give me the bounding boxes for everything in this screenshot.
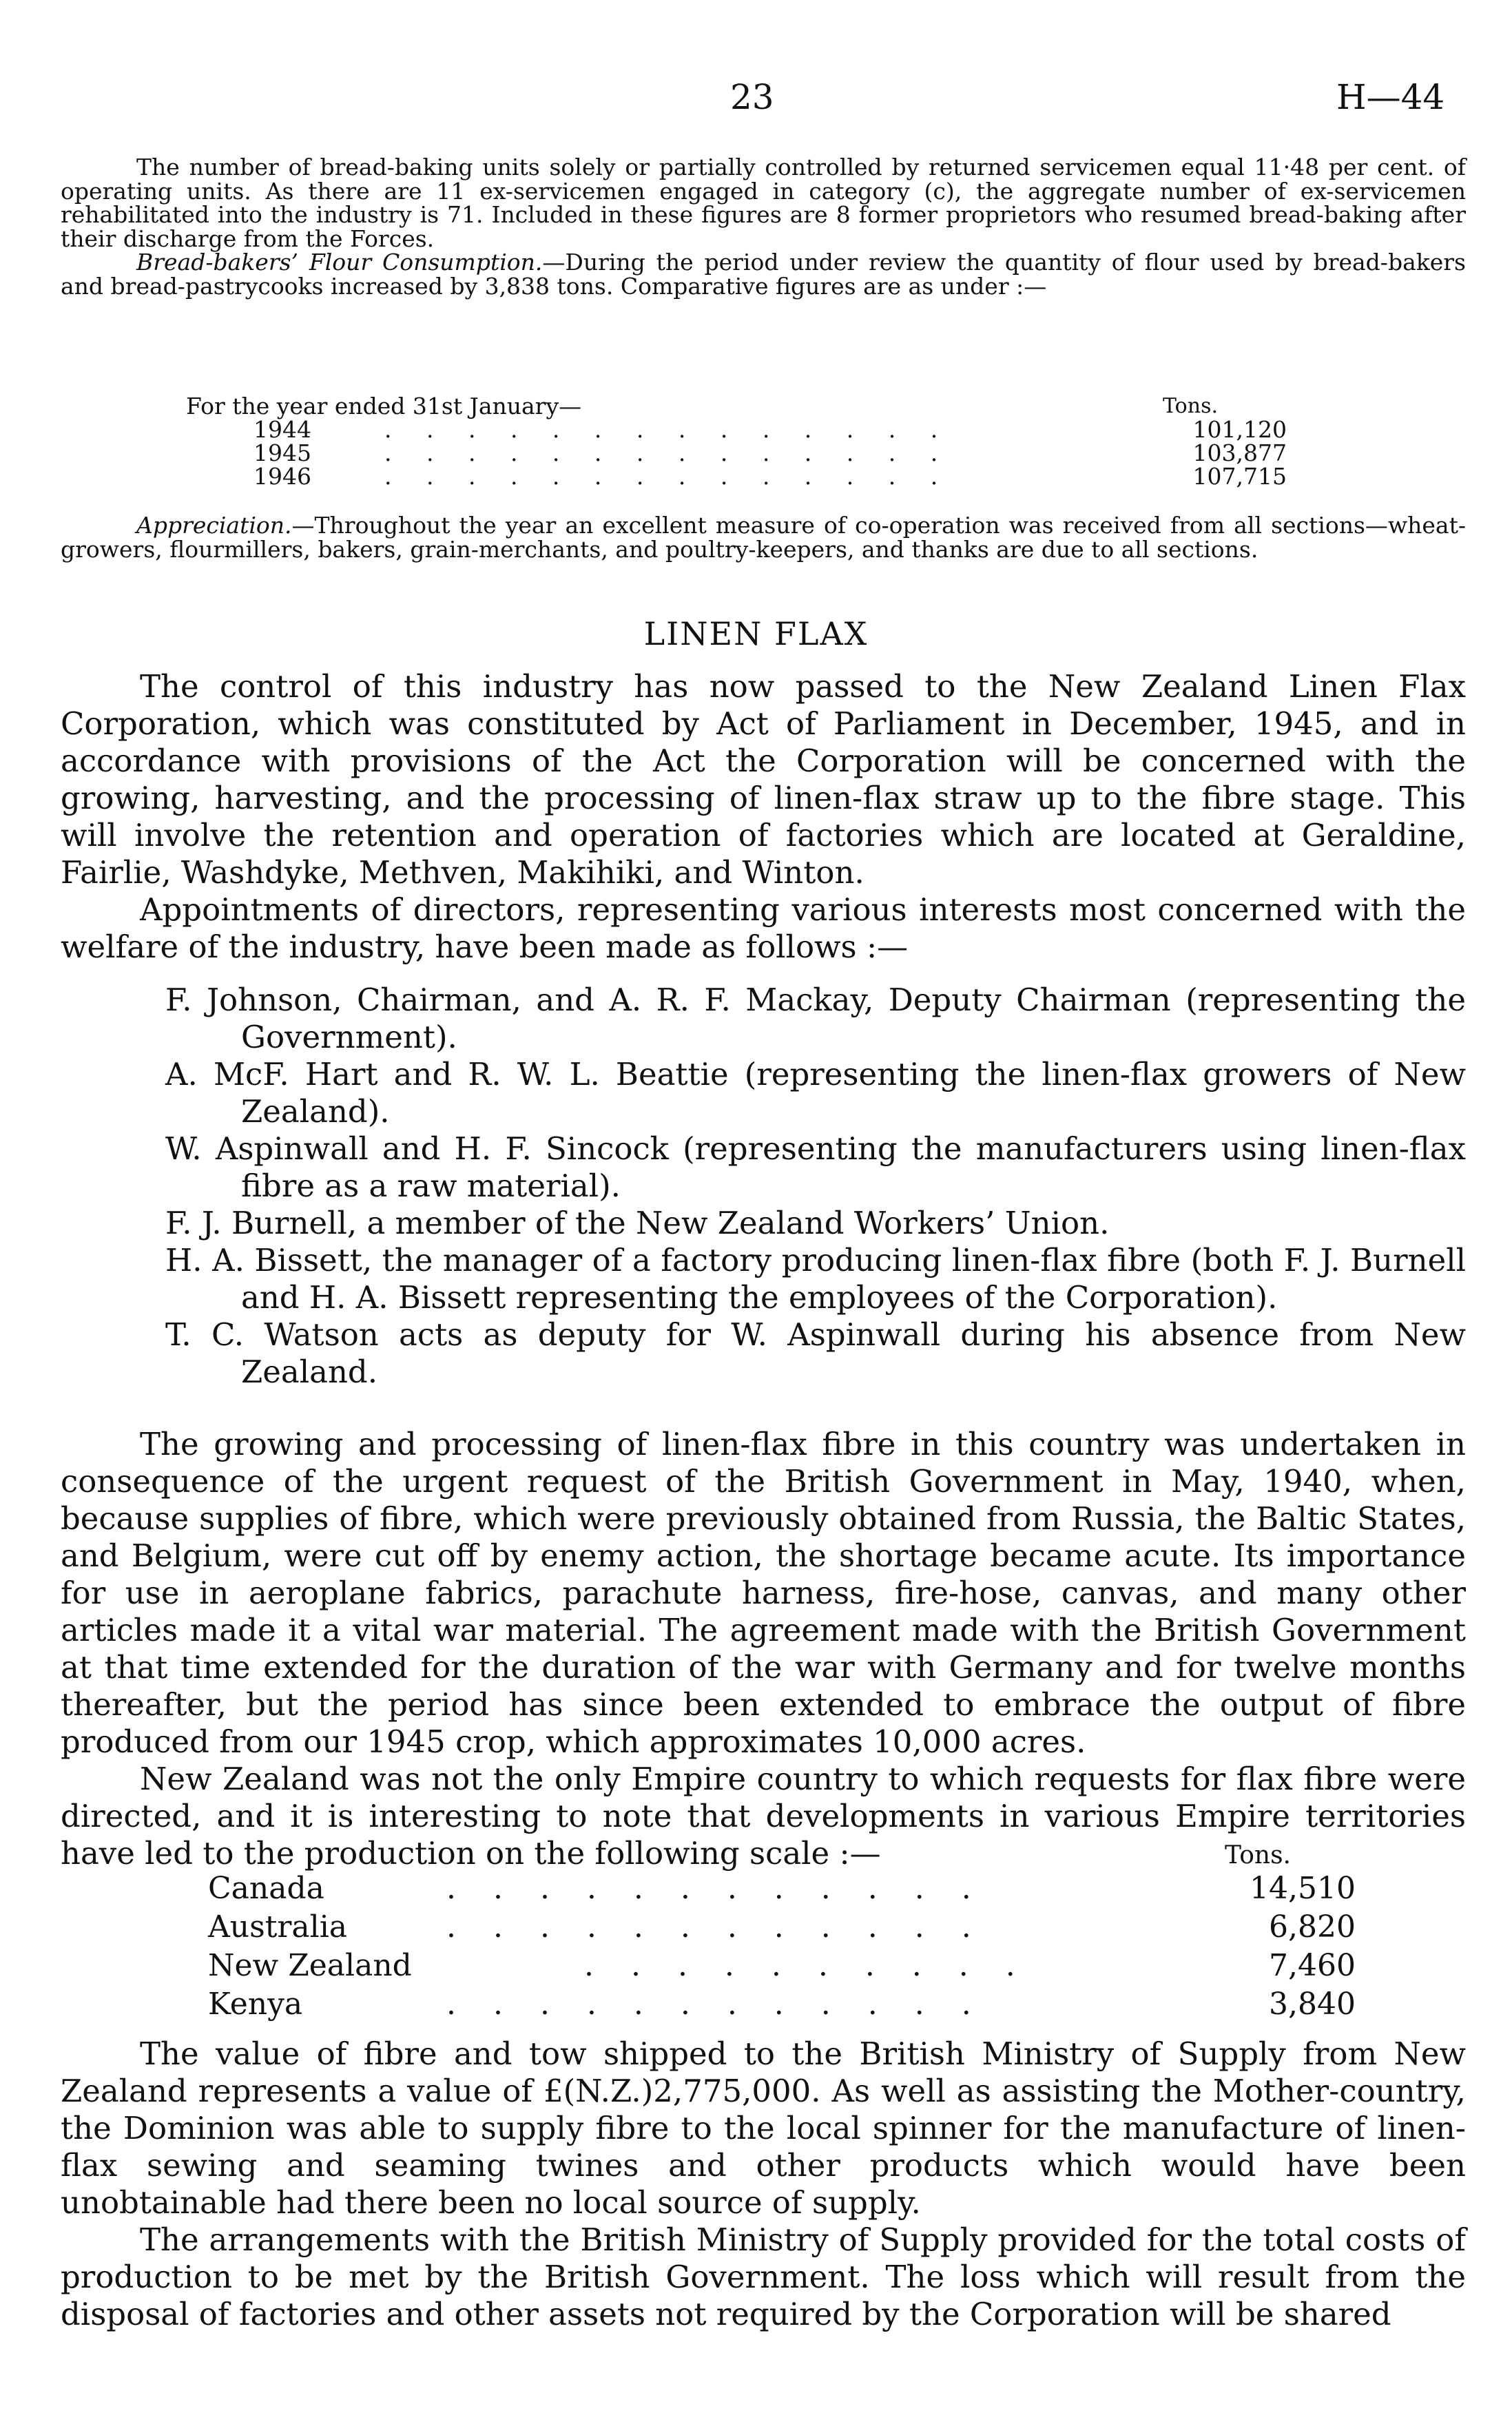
flour-tons: 103,877 — [1192, 439, 1287, 466]
country: New Zealand — [208, 1948, 412, 1983]
closing-section — [61, 2035, 1466, 2333]
leader-dots: . . . . . . . . . . . . . . — [384, 439, 952, 466]
flax-production-table — [61, 1841, 1466, 2024]
flour-table-unit: Tons. — [1163, 394, 1218, 418]
bread-baking-section — [61, 156, 1466, 298]
flax-table-unit: Tons. — [1225, 1841, 1291, 1869]
appreciation-paragraph — [61, 514, 1466, 561]
table-row — [61, 1909, 1466, 1947]
table-row — [61, 1870, 1466, 1909]
flax-tons: 3,840 — [1269, 1987, 1356, 2022]
page-number: 23 — [730, 77, 774, 117]
empire-production-paragraph: New Zealand was not the only Empire country to which requests for flax fibre were directed, and it is interesting to note that developments in various Empire territories have led to the production on the following scale :— — [61, 1761, 1466, 1872]
section-title: LINEN FLAX — [643, 615, 869, 652]
list-item: F. J. Burnell, a member of the New Zealand Workers’ Union. — [165, 1205, 1110, 1241]
flour-year: 1946 — [253, 463, 311, 490]
table-row — [61, 439, 1466, 466]
list-item: W. Aspinwall and H. F. Sincock (representing the manufacturers using linen-flax fibre as a raw material). — [165, 1130, 1466, 1204]
fibre-value-paragraph: The value of fibre and tow shipped to the British Ministry of Supply from New Zealand represents a value of £(N.Z.)2,775,000. As well as assisting the Mother-country, the Dominion was able to supply fibre to the local spinner for the manufacture of linen-flax sewing and seaming twines and other products which would have been unobtainable had there been no local source of supply. — [61, 2035, 1466, 2221]
list-item: F. Johnson, Chairman, and A. R. F. Mackay, Deputy Chairman (representing the Government). — [165, 982, 1466, 1055]
flour-consumption-paragraph — [61, 251, 1466, 298]
country: Canada — [208, 1871, 324, 1906]
leader-dots: . . . . . . . . . . — [584, 1948, 1029, 1983]
flour-year: 1944 — [253, 416, 311, 443]
leader-dots: . . . . . . . . . . . . — [446, 1871, 985, 1906]
leader-dots: . . . . . . . . . . . . — [446, 1987, 985, 2022]
flax-tons: 14,510 — [1250, 1871, 1356, 1906]
flax-tons: 6,820 — [1269, 1909, 1356, 1945]
list-item: T. C. Watson acts as deputy for W. Aspinwall during his absence from New Zealand. — [165, 1316, 1466, 1390]
british-request-paragraph: The growing and processing of linen-flax fibre in this country was undertaken in consequence of the urgent request of the British Government in May, 1940, when, because supplies of fibre, which were previously obtained from Russia, the Baltic States, and Belgium, were cut off by enemy action, the shortage became acute. Its importance for use in aeroplane fabrics, parachute harness, fire-hose, canvas, and many other articles made it a vital war material. The agreement made with the British Government at that time extended for the duration of the war with Germany and for twelve months thereafter, but the period has since been extended to embrace the output of fibre produced from our 1945 crop, which approximates 10,000 acres. — [61, 1426, 1466, 1760]
document-reference: H—44 — [1336, 77, 1445, 117]
directors-list — [165, 982, 1466, 1391]
table-row — [61, 465, 1466, 488]
table-row — [61, 1947, 1466, 1986]
flax-tons: 7,460 — [1269, 1948, 1356, 1983]
appreciation-text: —Throughout the year an excellent measure of co-operation was received from all sections—wheat-growers, flourmillers, bakers, grain-merchants, and poultry-keepers, and thanks are due to all sections. — [61, 512, 1466, 563]
flax-history-section — [61, 1426, 1466, 1872]
country: Australia — [208, 1909, 348, 1945]
linen-flax-intro — [61, 668, 1466, 966]
appreciation-heading: Appreciation. — [136, 512, 292, 539]
flour-year: 1945 — [253, 439, 311, 466]
appreciation-section — [61, 514, 1466, 561]
servicemen-paragraph: The number of bread-baking units solely or partially controlled by returned servicemen equal 11·48 per cent. of operating units. As there are 11 ex-servicemen engaged in category (c), the aggregate number of ex-servicemen rehabilitated into the industry is 71. Included in these figures are 8 former proprietors who resumed bread-baking after their discharge from the Forces. — [61, 154, 1466, 252]
flour-tons: 107,715 — [1192, 463, 1287, 490]
list-item: A. McF. Hart and R. W. L. Beattie (representing the linen-flax growers of New Zealand). — [165, 1056, 1466, 1130]
ministry-arrangements-paragraph: The arrangements with the British Ministry of Supply provided for the total costs of production to be met by the British Government. The loss which will result from the disposal of factories and other assets not required by the Corporation will be shared — [61, 2221, 1466, 2332]
page-header — [0, 77, 1512, 118]
flour-tons: 101,120 — [1192, 416, 1287, 443]
country: Kenya — [208, 1987, 303, 2022]
list-item: H. A. Bissett, the manager of a factory producing linen-flax fibre (both F. J. Burnell and H. A. Bissett representing the employees of the Corporation). — [165, 1242, 1466, 1316]
flour-table-caption-row — [61, 395, 1466, 418]
table-row — [61, 418, 1466, 442]
flour-table — [61, 395, 1466, 488]
leader-dots: . . . . . . . . . . . . . . — [384, 463, 952, 490]
flour-table-caption: For the year ended 31st January— — [186, 393, 582, 419]
flour-consumption-heading: Bread-bakers’ Flour Consumption. — [136, 249, 543, 276]
leader-dots: . . . . . . . . . . . . . . — [384, 416, 952, 443]
leader-dots: . . . . . . . . . . . . — [446, 1909, 985, 1945]
flour-consumption-text: —During the period under review the quantity of flour used by bread-bakers and bread-pastrycooks increased by 3,838 tons. Comparative figures are as under :— — [61, 249, 1466, 300]
appointments-paragraph: Appointments of directors, representing various interests most concerned with the welfare of the industry, have been made as follows :— — [61, 891, 1466, 965]
table-row — [61, 1986, 1466, 2024]
corporation-paragraph: The control of this industry has now passed to the New Zealand Linen Flax Corporation, which was constituted by Act of Parliament in December, 1945, and in accordance with provisions of the Act the Corporation will be concerned with the growing, harvesting, and the processing of linen-flax straw up to the fibre stage. This will involve the retention and operation of factories which are located at Geraldine, Fairlie, Washdyke, Methven, Makihiki, and Winton. — [61, 668, 1466, 891]
